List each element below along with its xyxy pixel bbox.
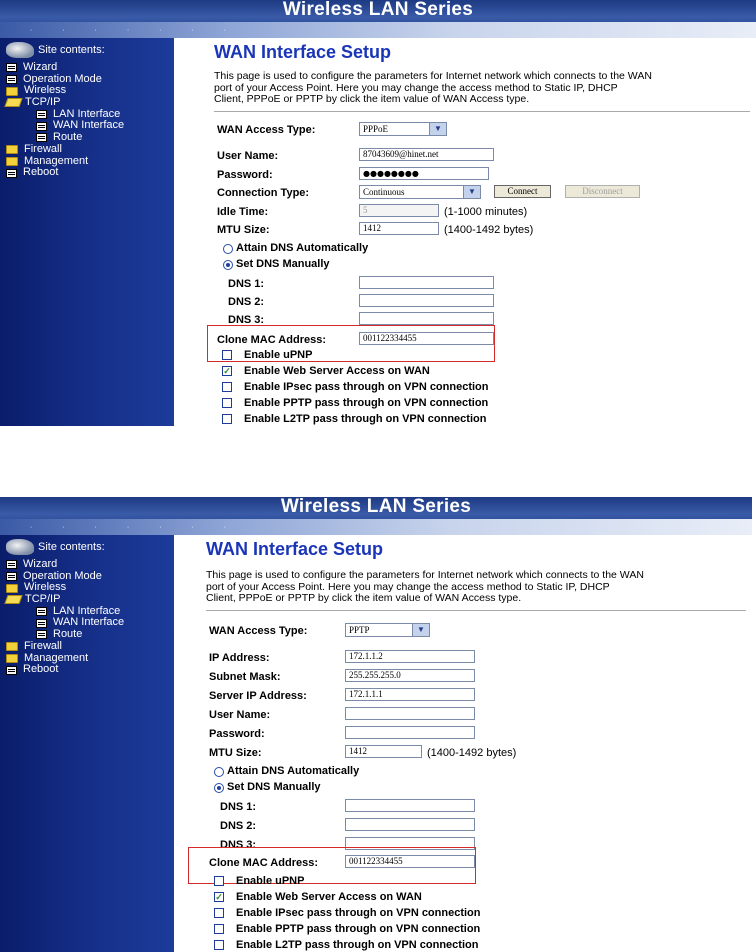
- page-icon: [6, 666, 17, 675]
- web-server-checkbox[interactable]: ✓: [223, 366, 231, 376]
- description-line: port of your Access Point. Here you may change the access method to Static IP, DHCP: [214, 81, 618, 94]
- globe-icon: [6, 539, 34, 555]
- site-contents-label: Site contents:: [38, 44, 105, 56]
- mtu-range: (1400-1492 bytes): [444, 224, 534, 236]
- sidebar-item-label: TCP/IP: [25, 593, 61, 606]
- sidebar-item-label: Firewall: [24, 639, 62, 652]
- upnp-label: Enable uPNP: [236, 875, 305, 887]
- ip-address-input[interactable]: 172.1.1.2: [345, 650, 475, 663]
- select-value: PPTP: [349, 625, 370, 635]
- sidebar-item-label: Wizard: [23, 61, 58, 73]
- subnet-mask-label: Subnet Mask:: [209, 671, 281, 683]
- site-contents-header: [6, 42, 105, 58]
- dns2-input[interactable]: [359, 294, 494, 307]
- ipsec-checkbox[interactable]: [214, 908, 224, 918]
- sidebar-item-label: Wireless: [24, 581, 67, 594]
- sidebar-item-wizard[interactable]: [6, 62, 124, 74]
- banner-title: Wireless LAN Series: [282, 0, 474, 20]
- screenshot-pptp: [0, 497, 752, 952]
- upnp-checkbox[interactable]: [222, 350, 232, 360]
- sidebar: [0, 535, 174, 952]
- dns-manual-label: Set DNS Manually: [236, 258, 330, 270]
- page-title: WAN Interface Setup: [206, 539, 384, 559]
- divider: [206, 610, 746, 612]
- pptp-passthrough-label: Enable PPTP pass through on VPN connection: [244, 397, 489, 409]
- clone-mac-input[interactable]: 001122334455: [359, 332, 494, 345]
- dns-auto-radio[interactable]: [214, 767, 224, 777]
- page-icon: [6, 572, 17, 581]
- page-icon: [36, 110, 47, 119]
- pptp-passthrough-label: Enable PPTP pass through on VPN connection: [236, 923, 481, 935]
- wan-access-type-select[interactable]: [345, 623, 430, 637]
- idle-time-input[interactable]: 5: [359, 204, 439, 217]
- mtu-size-label: MTU Size:: [217, 224, 270, 236]
- folder-icon: [6, 157, 18, 166]
- globe-icon: [6, 42, 34, 58]
- page-icon: [36, 630, 47, 639]
- sidebar-item-label: Management: [24, 154, 89, 167]
- page-icon: [36, 619, 47, 628]
- folder-icon: [6, 654, 18, 663]
- password-input[interactable]: ●●●●●●●●: [359, 167, 489, 180]
- sidebar-item-label: Operation Mode: [23, 72, 102, 85]
- sidebar-item-wizard[interactable]: [6, 559, 124, 571]
- sidebar-item-reboot[interactable]: [6, 664, 124, 676]
- page-description: [206, 570, 644, 605]
- mtu-range: (1400-1492 bytes): [427, 747, 517, 759]
- description-line: This page is used to configure the parameters for Internet network which connects to the WAN: [206, 569, 644, 581]
- clone-mac-input[interactable]: 001122334455: [345, 855, 475, 868]
- site-contents-header: [6, 539, 105, 555]
- sidebar-item-label: Wizard: [23, 558, 58, 570]
- sidebar-item-firewall[interactable]: [6, 641, 124, 653]
- page-description: [214, 71, 652, 106]
- banner: [0, 497, 752, 535]
- open-folder-icon: [4, 595, 22, 604]
- page-icon: [36, 133, 47, 142]
- idle-time-range: (1-1000 minutes): [444, 206, 528, 218]
- web-server-label: Enable Web Server Access on WAN: [236, 891, 422, 903]
- mtu-size-input[interactable]: 1412: [345, 745, 422, 758]
- site-contents-label: Site contents:: [38, 541, 105, 553]
- username-input[interactable]: [345, 707, 475, 720]
- username-label: User Name:: [217, 150, 279, 162]
- l2tp-label: Enable L2TP pass through on VPN connection: [236, 939, 479, 951]
- dns2-label: DNS 2:: [228, 296, 265, 308]
- sidebar-item-firewall[interactable]: [6, 144, 124, 156]
- connection-type-select[interactable]: [359, 185, 481, 199]
- folder-icon: [6, 87, 18, 96]
- disconnect-button[interactable]: Disconnect: [565, 185, 640, 198]
- mtu-size-input[interactable]: 1412: [359, 222, 439, 235]
- dns1-label: DNS 1:: [220, 801, 257, 813]
- wan-access-type-select[interactable]: [359, 122, 447, 136]
- folder-icon: [6, 642, 18, 651]
- dns3-input[interactable]: [359, 312, 494, 325]
- sidebar-item-label: WAN Interface: [53, 616, 125, 629]
- web-server-label: Enable Web Server Access on WAN: [244, 365, 430, 377]
- page-icon: [36, 122, 47, 131]
- dns3-label: DNS 3:: [228, 314, 265, 326]
- chevron-down-icon: ▼: [463, 186, 480, 198]
- l2tp-checkbox[interactable]: [222, 414, 232, 424]
- sidebar-item-label: LAN Interface: [53, 107, 121, 120]
- folder-icon: [6, 584, 18, 593]
- dns1-input[interactable]: [359, 276, 494, 289]
- description-line: Client, PPPoE or PPTP by click the item value of WAN Access type.: [206, 592, 522, 604]
- connection-type-label: Connection Type:: [217, 187, 310, 199]
- chevron-down-icon: ▼: [429, 123, 446, 135]
- sidebar-item-label: Wireless: [24, 84, 67, 97]
- pptp-passthrough-checkbox[interactable]: [222, 398, 232, 408]
- page-icon: [6, 63, 17, 72]
- sidebar-item-tcpip[interactable]: [6, 97, 124, 109]
- password-label: Password:: [217, 169, 273, 181]
- subnet-mask-input[interactable]: 255.255.255.0: [345, 669, 475, 682]
- page-icon: [36, 607, 47, 616]
- banner: [0, 0, 756, 38]
- description-line: This page is used to configure the parameters for Internet network which connects to the WAN: [214, 70, 652, 82]
- sidebar-item-label: Operation Mode: [23, 569, 102, 582]
- page-icon: [6, 560, 17, 569]
- dns1-input[interactable]: [345, 799, 475, 812]
- folder-icon: [6, 145, 18, 154]
- mtu-size-label: MTU Size:: [209, 747, 262, 759]
- banner-dots: · · · · · · ·: [30, 27, 240, 34]
- sidebar-item-reboot[interactable]: [6, 167, 124, 179]
- sidebar-item-tcpip[interactable]: [6, 594, 124, 606]
- ipsec-label: Enable IPsec pass through on VPN connection: [236, 907, 481, 919]
- l2tp-label: Enable L2TP pass through on VPN connection: [244, 413, 487, 425]
- dns2-label: DNS 2:: [220, 820, 257, 832]
- open-folder-icon: [4, 98, 22, 107]
- web-server-checkbox[interactable]: ✓: [215, 892, 223, 902]
- dns2-input[interactable]: [345, 818, 475, 831]
- password-label: Password:: [209, 728, 265, 740]
- wan-access-type-label: WAN Access Type:: [217, 124, 316, 136]
- select-value: Continuous: [363, 187, 405, 197]
- idle-time-label: Idle Time:: [217, 206, 269, 218]
- dns-auto-label: Attain DNS Automatically: [236, 242, 369, 254]
- site-tree: [6, 62, 124, 179]
- description-line: port of your Access Point. Here you may change the access method to Static IP, DHCP: [206, 580, 610, 593]
- username-label: User Name:: [209, 709, 271, 721]
- dns-auto-radio[interactable]: [223, 244, 233, 254]
- dns3-label: DNS 3:: [220, 839, 257, 851]
- sidebar-item-label: Management: [24, 651, 89, 664]
- dns-manual-radio[interactable]: [223, 260, 233, 270]
- upnp-label: Enable uPNP: [244, 349, 313, 361]
- clone-mac-label: Clone MAC Address:: [217, 334, 326, 346]
- sidebar-item-label: Reboot: [23, 166, 59, 179]
- chevron-down-icon: ▼: [412, 624, 429, 636]
- page-title: WAN Interface Setup: [214, 42, 392, 62]
- dns1-label: DNS 1:: [228, 278, 265, 290]
- banner-title: Wireless LAN Series: [280, 497, 472, 517]
- description-line: Client, PPPoE or PPTP by click the item value of WAN Access type.: [214, 93, 530, 105]
- site-tree: [6, 559, 124, 676]
- l2tp-checkbox[interactable]: [214, 940, 224, 950]
- pptp-passthrough-checkbox[interactable]: [214, 924, 224, 934]
- clone-mac-label: Clone MAC Address:: [209, 857, 318, 869]
- main-content: [174, 38, 756, 426]
- wan-access-type-label: WAN Access Type:: [209, 625, 308, 637]
- main-content: [174, 535, 752, 952]
- sidebar-item-label: Route: [53, 628, 83, 641]
- sidebar-item-label: TCP/IP: [25, 96, 61, 109]
- dns-manual-label: Set DNS Manually: [227, 781, 321, 793]
- divider: [214, 111, 750, 113]
- sidebar-item-wireless[interactable]: [6, 582, 124, 594]
- screenshot-pppoe: [0, 0, 756, 426]
- server-ip-input[interactable]: 172.1.1.1: [345, 688, 475, 701]
- upnp-checkbox[interactable]: [214, 876, 224, 886]
- ipsec-checkbox[interactable]: [222, 382, 232, 392]
- sidebar: [0, 38, 174, 426]
- password-input[interactable]: [345, 726, 475, 739]
- page-icon: [6, 75, 17, 84]
- server-ip-label: Server IP Address:: [209, 690, 307, 702]
- dns-manual-radio[interactable]: [214, 783, 224, 793]
- sidebar-item-label: LAN Interface: [53, 604, 121, 617]
- sidebar-item-label: Route: [53, 131, 83, 144]
- connect-button[interactable]: Connect: [494, 185, 551, 198]
- sidebar-item-wireless[interactable]: [6, 85, 124, 97]
- select-value: PPPoE: [363, 124, 389, 134]
- ipsec-label: Enable IPsec pass through on VPN connection: [244, 381, 489, 393]
- sidebar-item-label: Reboot: [23, 663, 59, 676]
- username-input[interactable]: 87043609@hinet.net: [359, 148, 494, 161]
- banner-dots: · · · · · · ·: [30, 524, 240, 531]
- dns-auto-label: Attain DNS Automatically: [227, 765, 360, 777]
- ip-address-label: IP Address:: [209, 652, 270, 664]
- sidebar-item-label: Firewall: [24, 142, 62, 155]
- page-icon: [6, 169, 17, 178]
- sidebar-item-label: WAN Interface: [53, 119, 125, 132]
